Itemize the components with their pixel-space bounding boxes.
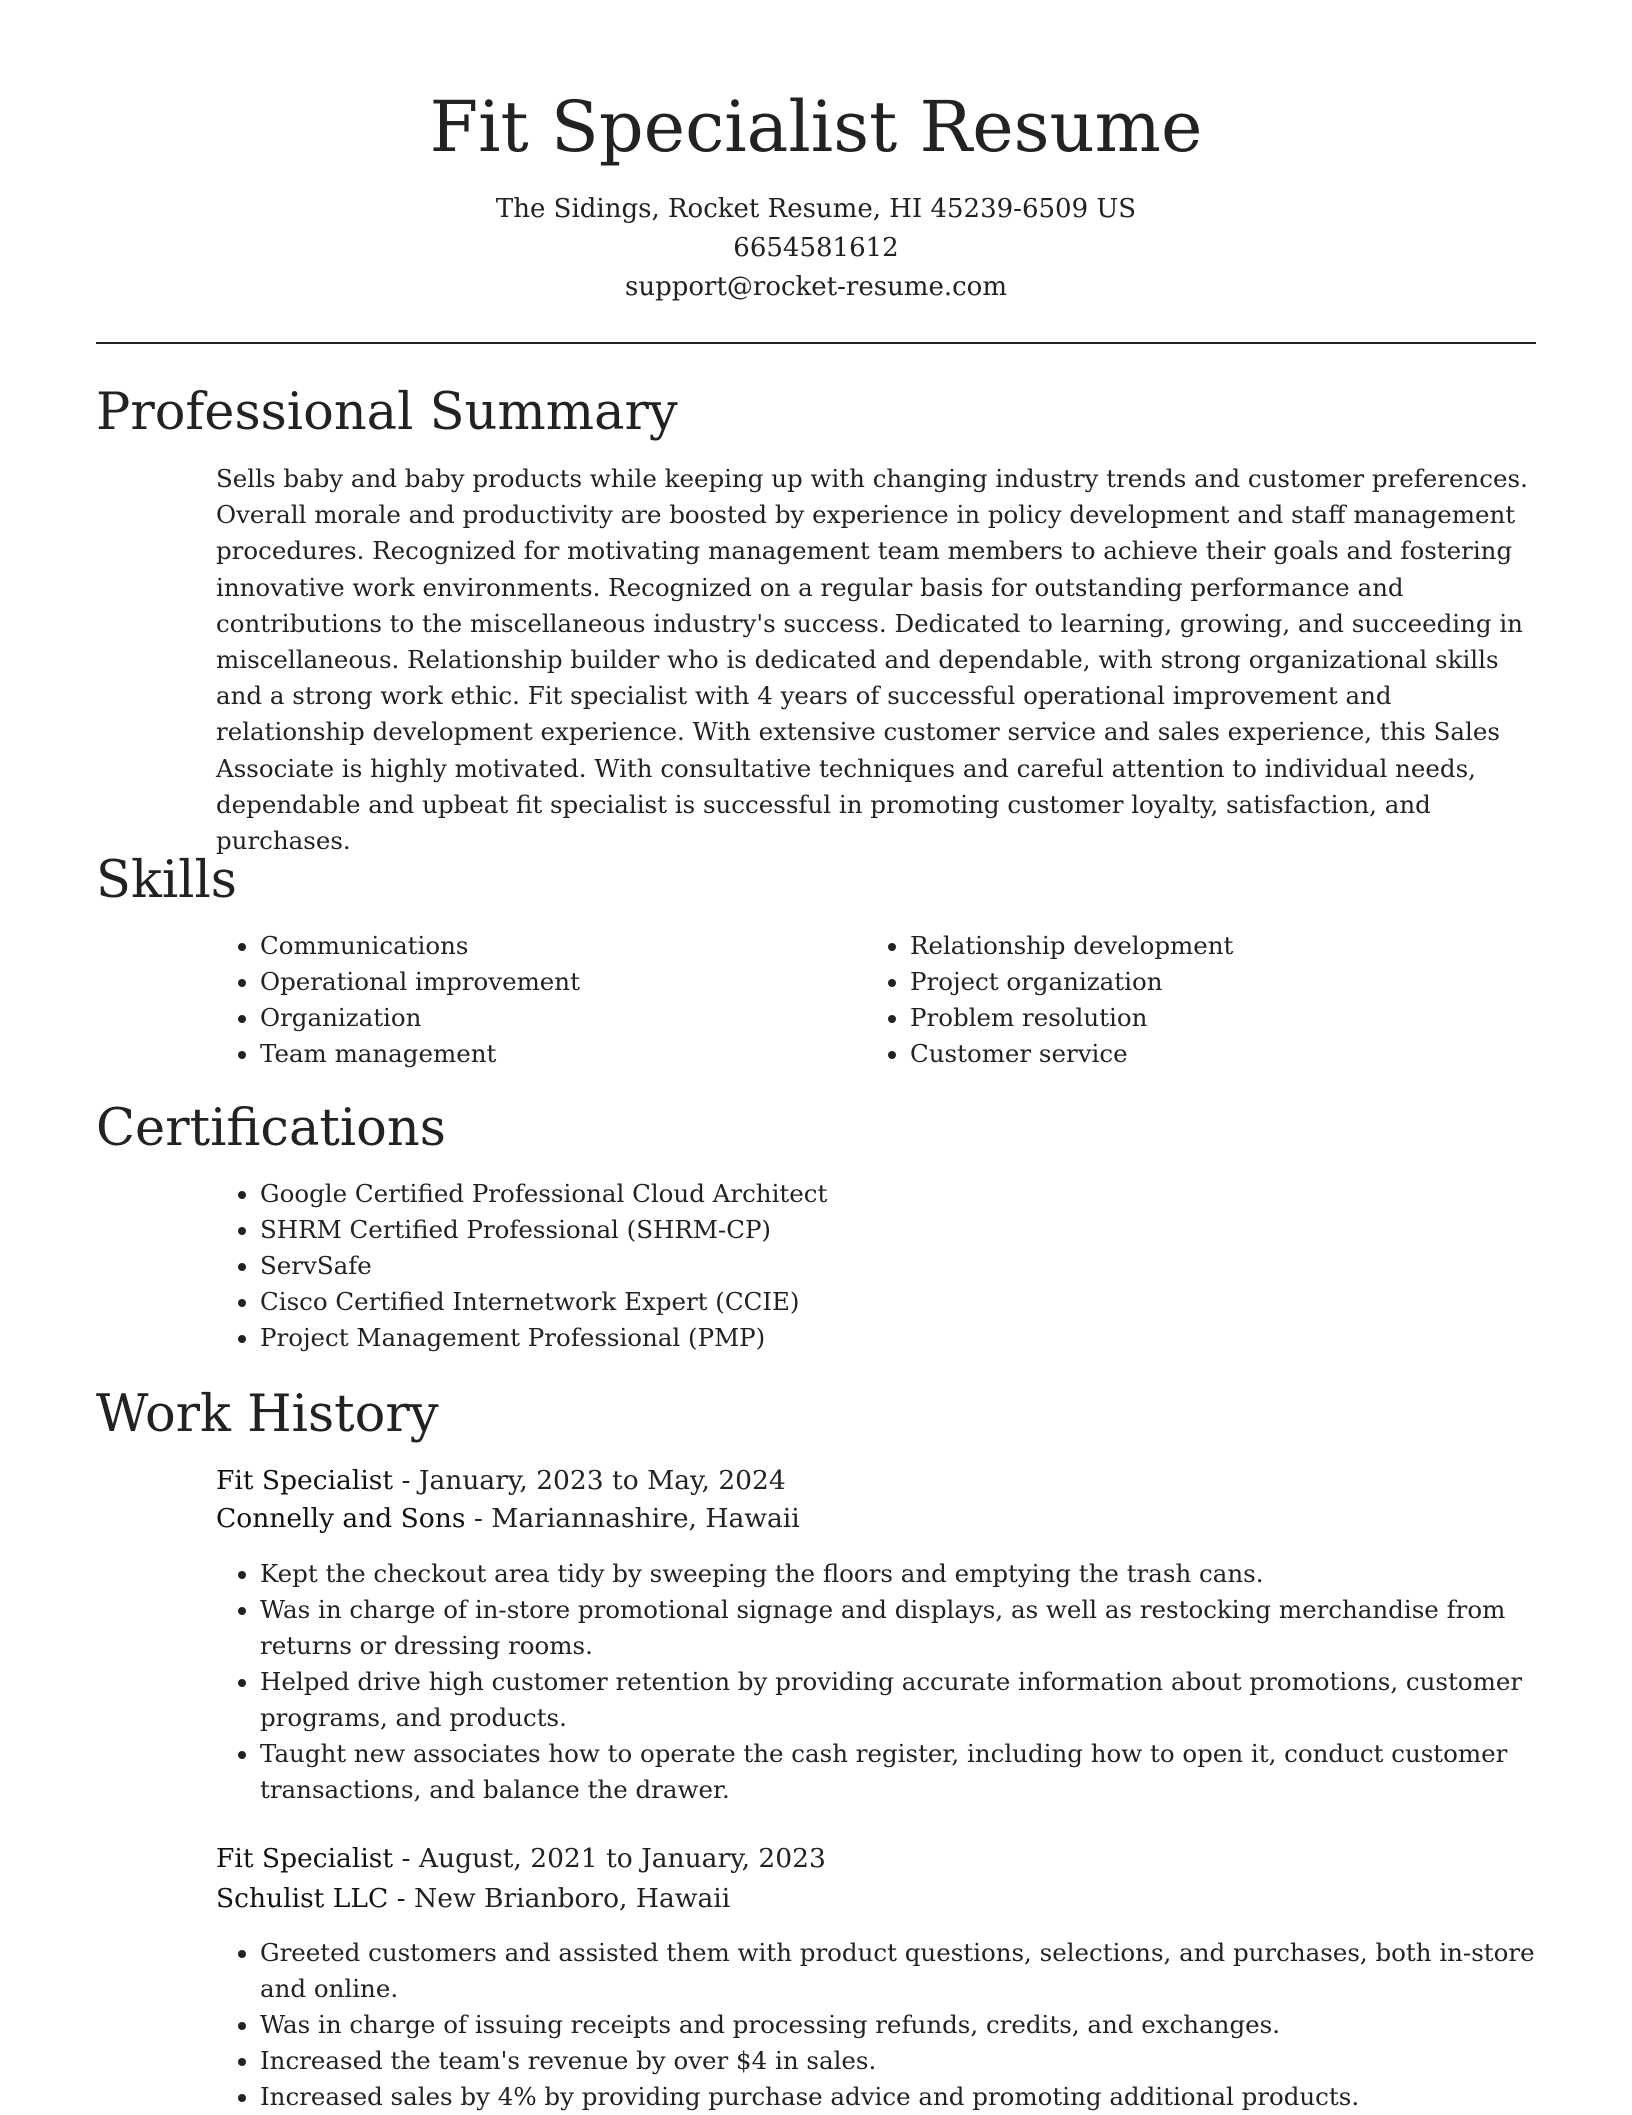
- job-dates: January, 2023 to May, 2024: [418, 1465, 786, 1496]
- job-duty-item: • Was in charge of issuing receipts and processing refunds, credits, and exchanges.: [260, 2007, 1580, 2043]
- address-text: The Sidings, Rocket Resume, HI 45239-6509 US: [495, 194, 1137, 224]
- job-title: Fit Specialist: [216, 1843, 394, 1874]
- certification-item: • Google Certified Professional Cloud Architect: [260, 1176, 1580, 1212]
- email-text: support@rocket-resume.com: [624, 272, 1007, 302]
- job-duty-item: • Increased sales by 4% by providing purchase advice and promoting additional products.: [260, 2079, 1580, 2115]
- resume-title: Fit Specialist Resume: [429, 86, 1203, 168]
- separator: -: [393, 1843, 419, 1874]
- job-title: Fit Specialist: [216, 1465, 394, 1496]
- certification-item: • Cisco Certified Internetwork Expert (CCIE): [260, 1284, 1580, 1320]
- job-duty-item: • Was in charge of in-store promotional signage and displays, as well as restocking merchandise from returns or dressing rooms.: [260, 1592, 1560, 1664]
- skill-item: • Team management: [260, 1036, 860, 1072]
- summary-text: Sells baby and baby products while keeping up with changing industry trends and customer preferences. Overall morale and productivity are boosted by experience in policy development and staff management procedures. Recognized for motivating management team members to achieve their goals and fostering innovative work environments. Recognized on a regular basis for outstanding performance and contributions to the miscellaneous industry's success. Dedicated to learning, growing, and succeeding in miscellaneous. Relationship builder who is dedicated and dependable, with strong organizational skills and a strong work ethic. Fit specialist with 4 years of successful operational improvement and relationship development experience. With extensive customer service and sales experience, this Sales Associate is highly motivated. With consultative techniques and careful attention to individual needs, dependable and upbeat fit specialist is successful in promoting customer loyalty, satisfaction, and purchases.: [216, 464, 1528, 856]
- job-duty-item: • Helped drive high customer retention by providing accurate information about promotions, customer programs, and products.: [260, 1664, 1560, 1736]
- summary-heading: Professional Summary: [96, 383, 678, 442]
- job-location: New Brianboro, Hawaii: [414, 1883, 731, 1914]
- job-company-line: [216, 1500, 800, 1538]
- separator: -: [388, 1883, 415, 1914]
- job-dates: August, 2021 to January, 2023: [418, 1843, 826, 1874]
- job-company: Schulist LLC: [216, 1883, 389, 1914]
- skill-item: • Relationship development: [910, 928, 1550, 964]
- skill-item: • Organization: [260, 1000, 860, 1036]
- separator: -: [393, 1465, 419, 1496]
- job-duties-list: [216, 1935, 1580, 2115]
- skills-heading: Skills: [96, 851, 237, 910]
- skill-item: • Operational improvement: [260, 964, 860, 1000]
- certification-item: • Project Management Professional (PMP): [260, 1320, 1580, 1356]
- separator: -: [465, 1503, 492, 1534]
- certifications-list: [216, 1176, 1580, 1356]
- job-duty-item: • Kept the checkout area tidy by sweeping the floors and emptying the trash cans.: [260, 1556, 1560, 1592]
- job-title-line: [216, 1462, 786, 1500]
- header-divider: [96, 342, 1536, 344]
- contact-info: [0, 190, 1632, 307]
- skill-item: • Problem resolution: [910, 1000, 1550, 1036]
- job-company: Connelly and Sons: [216, 1503, 466, 1534]
- job-location: Mariannashire, Hawaii: [491, 1503, 800, 1534]
- resume-header: [0, 0, 1632, 307]
- certification-item: • ServSafe: [260, 1248, 1580, 1284]
- phone-text: 6654581612: [733, 233, 899, 263]
- skill-item: • Customer service: [910, 1036, 1550, 1072]
- job-duties-list: [216, 1556, 1560, 1808]
- job-duty-item: • Greeted customers and assisted them with product questions, selections, and purchases, both in-store and online.: [260, 1935, 1580, 2007]
- skill-item: • Communications: [260, 928, 860, 964]
- job-title-line: [216, 1840, 826, 1878]
- job-duty-item: • Increased the team's revenue by over $4 in sales.: [260, 2043, 1580, 2079]
- skill-item: • Project organization: [910, 964, 1550, 1000]
- skills-list-right: [866, 928, 1550, 1072]
- job-company-line: [216, 1880, 730, 1918]
- job-duty-item: • Taught new associates how to operate the cash register, including how to open it, conduct customer transactions, and balance the drawer.: [260, 1736, 1560, 1808]
- skills-list-left: [216, 928, 860, 1072]
- certification-item: • SHRM Certified Professional (SHRM-CP): [260, 1212, 1580, 1248]
- certifications-heading: Certifications: [96, 1099, 446, 1158]
- work-history-heading: Work History: [96, 1385, 439, 1444]
